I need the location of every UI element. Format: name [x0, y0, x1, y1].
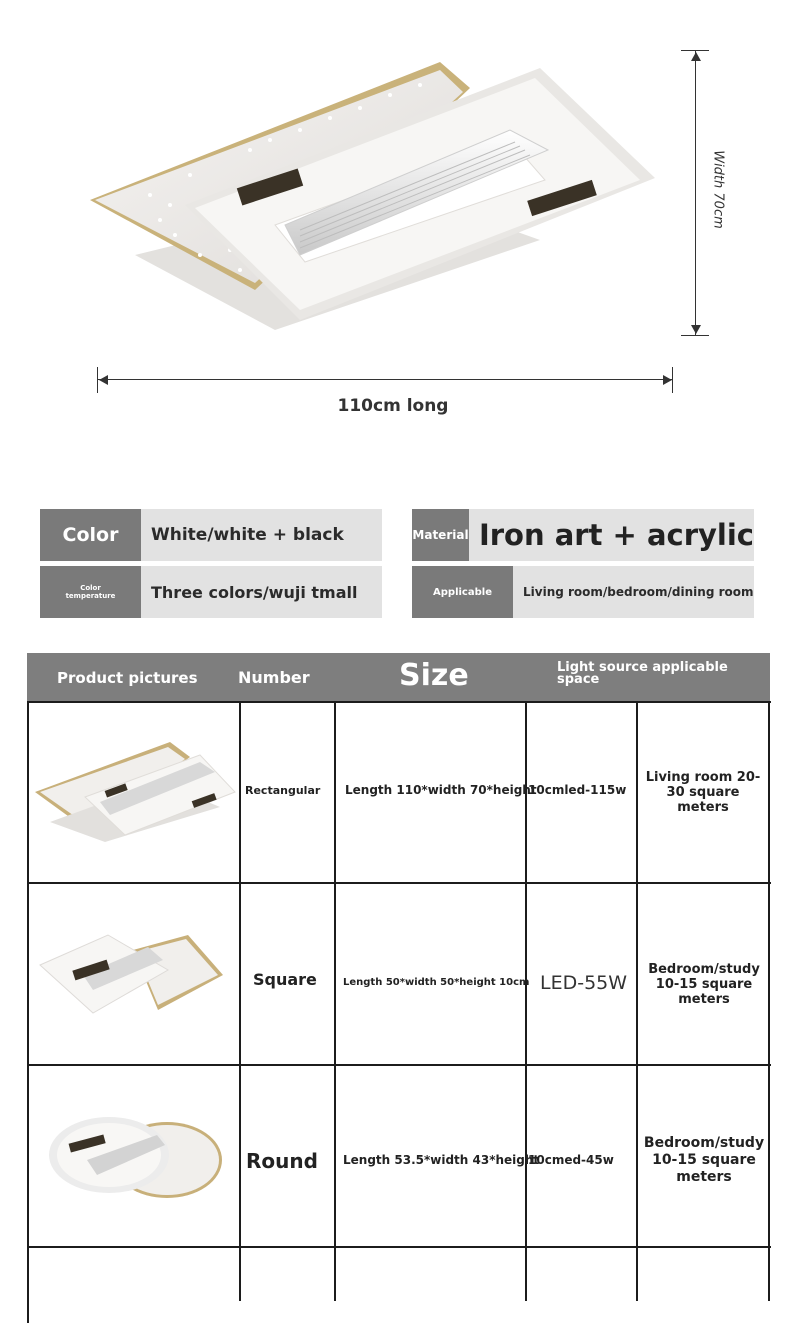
length-end-tick	[672, 367, 673, 393]
spec-key: Color	[40, 509, 141, 561]
spec-key: Material	[412, 509, 469, 561]
row-divider	[27, 1064, 771, 1066]
length-dimension-line	[98, 379, 673, 380]
spec-value: Iron art + acrylic	[478, 518, 754, 552]
length-start-tick	[97, 367, 98, 393]
column-divider	[334, 701, 336, 1301]
row-space: Bedroom/study 10-15 square meters	[643, 1135, 765, 1185]
spec-color	[40, 509, 382, 561]
header-light: Light source applicable space	[557, 660, 728, 687]
column-divider	[636, 701, 638, 1301]
hero-section	[0, 0, 790, 470]
spec-key: Applicable	[412, 566, 513, 618]
round-lamp-thumbnail	[47, 1115, 227, 1205]
column-divider	[239, 701, 241, 1301]
spec-key: Color temperature	[40, 566, 141, 618]
width-dimension-line	[695, 50, 696, 335]
down-arrow-icon	[691, 325, 701, 334]
spec-material	[412, 509, 754, 561]
column-divider	[768, 701, 770, 1301]
row-divider	[27, 1246, 771, 1248]
table-header	[27, 653, 770, 701]
rectangular-lamp-thumbnail	[30, 737, 236, 847]
right-arrow-icon	[663, 375, 672, 385]
header-number: Number	[238, 668, 310, 687]
width-bottom-tick	[681, 335, 709, 336]
length-label: 110cm long	[337, 396, 449, 416]
row-size: Length 110*width 70*height	[345, 783, 537, 797]
row-divider	[27, 882, 771, 884]
width-label: Width 70cm	[710, 150, 726, 229]
spec-color-temperature	[40, 566, 382, 618]
square-lamp-thumbnail	[38, 925, 228, 1020]
spec-value: White/white + black	[151, 525, 344, 545]
up-arrow-icon	[691, 52, 701, 61]
header-size: Size	[399, 658, 469, 693]
row-size: Length 50*width 50*height 10cm	[343, 977, 530, 988]
spec-value: Living room/bedroom/dining room	[523, 585, 754, 599]
ceiling-lamp-image	[0, 0, 680, 350]
spec-value: Three colors/wuji tmall	[151, 582, 358, 602]
header-pictures: Product pictures	[57, 669, 198, 687]
row-space: Bedroom/study 10-15 square meters	[648, 962, 760, 1007]
left-arrow-icon	[99, 375, 108, 385]
spec-applicable	[412, 566, 754, 618]
row-power: 10cmled-115w	[528, 783, 627, 797]
row-size: Length 53.5*width 43*height	[343, 1153, 540, 1167]
row-space: Living room 20-30 square meters	[645, 770, 761, 815]
row-number: Square	[253, 970, 317, 989]
row-number: Rectangular	[245, 784, 321, 797]
row-power: LED-55W	[540, 972, 628, 994]
row-number: Round	[246, 1149, 318, 1173]
row-power: 10cmed-45w	[528, 1153, 614, 1167]
width-top-tick	[681, 50, 709, 51]
